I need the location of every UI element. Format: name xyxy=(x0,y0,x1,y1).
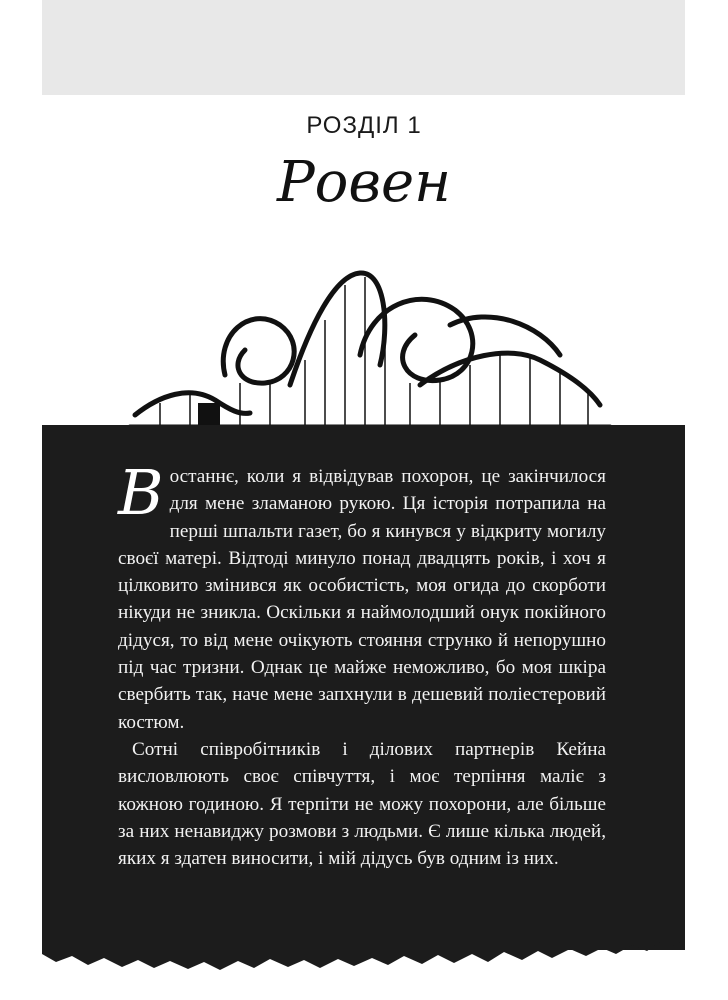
paragraph: Сотні співробітників і ділових партнерів Кейна висловлюють своє співчуття, і моє терпіння маліє з кожною годиною. Я терпіти не можу похорони, але більше за них ненавиджу розмови з людьми. Є лише кілька людей, яких я здатен виносити, і мій дідусь був одним із них. xyxy=(118,738,606,870)
chapter-body xyxy=(118,456,606,872)
drop-cap: В xyxy=(118,456,164,529)
roller-coaster-icon xyxy=(120,265,620,430)
chapter-title: Ровен xyxy=(276,150,451,215)
torn-edge xyxy=(42,918,685,978)
chapter-label: РОЗДІЛ 1 xyxy=(306,112,422,139)
paragraph xyxy=(118,456,606,736)
paragraph-text: останнє, коли я відвідував похорон, це закінчилося для мене зламаною рукою. Ця історія потрапила на перші шпальти газет, бо я кинувся у відкриту могилу своєї матері. Відтоді минуло понад двадцять років, і хоч я цілковито змінився як особистість, моя огида до скорботи нікуди не зникла. Оскільки я наймолодший онук покійного дідуся, то від мене очікують стояння струнко й непорушно під час тризни. Однак це майже неможливо, бо моя шкіра свербить так, наче мене запхнули в дешевий поліестеровий костюм. xyxy=(118,466,606,733)
top-band xyxy=(42,0,685,95)
